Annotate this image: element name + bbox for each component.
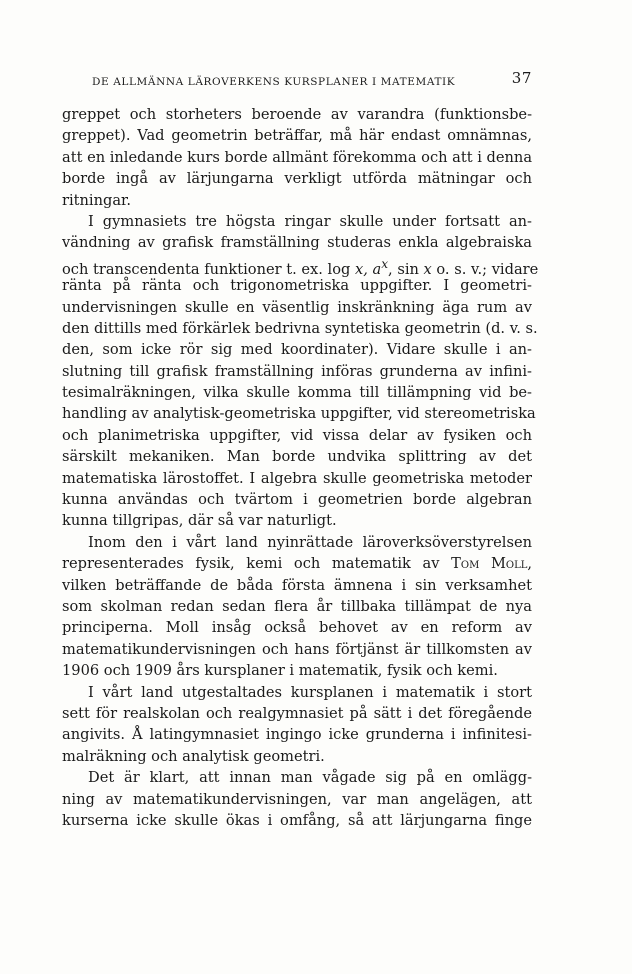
page-number: 37: [511, 69, 532, 87]
document-page: [62, 69, 539, 831]
text-line: principerna. Moll insåg också behovet av en reform av: [62, 619, 532, 637]
text-line: angivits. Å latingymnasiet ingingo icke grunderna i infinitesi-: [62, 726, 532, 744]
text-line: den dittills med förkärlek bedrivna syntetiska geometrin (d. v. s.: [62, 319, 538, 337]
text-line: och planimetriska uppgifter, vid vissa delar av fysiken och: [62, 426, 532, 444]
text-line: särskilt mekaniken. Man borde undvika splittring av det: [62, 448, 532, 466]
text-line: handling av analytisk-geometriska uppgifter, vid stereometriska: [62, 405, 536, 423]
text-line: som skolman redan sedan flera år tillbaka tillämpat de nya: [62, 597, 532, 615]
text-line: vändning av grafisk framställning studeras enkla algebraiska: [62, 234, 532, 252]
text-line: Inom den i vårt land nyinrättade läroverksöverstyrelsen: [88, 533, 532, 551]
text-fragment: och transcendenta funktioner t. ex.: [62, 260, 323, 278]
page-header: [62, 70, 532, 94]
math-variable: x,: [354, 260, 368, 278]
text-line: tesimalräkningen, vilka skulle komma till tillämpning vid be-: [62, 384, 532, 402]
text-line: I vårt land utgestaltades kursplanen i matematik i stort: [88, 683, 532, 701]
math-sin: , sin: [388, 260, 419, 278]
text-line: kunna tillgripas, där så var naturligt.: [62, 512, 337, 530]
running-title: DE ALLMÄNNA LÄROVERKENS KURSPLANER I MATEMATIK: [92, 76, 456, 88]
text-line: sett för realskolan och realgymnasiet på sätt i det föregående: [62, 704, 532, 722]
text-line: ränta på ränta och trigonometriska uppgifter. I geometri-: [62, 277, 532, 295]
math-exponent: x: [381, 256, 389, 271]
text-line: greppet och storheters beroende av varandra (funktionsbe-: [62, 106, 532, 123]
text-line: 1906 och 1909 års kursplaner i matematik, fysik och kemi.: [62, 662, 498, 680]
text-line: malräkning och analytisk geometri.: [62, 747, 325, 765]
text-line: att en inledande kurs borde allmänt förekomma och att i denna: [62, 148, 533, 166]
math-variable: x: [423, 260, 432, 278]
text-line: matematiska lärostoffet. I algebra skulle geometriska metoder: [62, 469, 532, 487]
text-line: undervisningen skulle en väsentlig inskränkning äga rum av: [62, 298, 532, 316]
math-base: a: [372, 260, 382, 278]
person-name: Tom Moll,: [451, 555, 533, 573]
math-log: log: [327, 260, 351, 278]
text-line: vilken beträffande de båda första ämnena i sin verksamhet: [62, 576, 532, 594]
text-fragment: representerades fysik, kemi och matematik av: [62, 555, 440, 573]
text-line: I gymnasiets tre högsta ringar skulle under fortsatt an-: [88, 212, 532, 230]
text-line: slutning till grafisk framställning införas grunderna av infini-: [62, 362, 532, 380]
text-line: ning av matematikundervisningen, var man angelägen, att: [62, 790, 532, 808]
text-line: kunna användas och tvärtom i geometrien borde algebran: [62, 491, 532, 509]
text-line: Det är klart, att innan man vågade sig på en omlägg-: [88, 769, 532, 787]
text-line: kurserna icke skulle ökas i omfång, så att lärjungarna finge: [62, 811, 532, 829]
text-fragment: o. s. v.; vidare: [436, 260, 539, 278]
body-text: [62, 104, 539, 831]
formula-line: [62, 254, 539, 278]
text-line: borde ingå av lärjungarna verkligt utförda mätningar och: [62, 170, 532, 188]
text-line: greppet). Vad geometrin beträffar, må här endast omnämnas,: [62, 127, 532, 145]
text-line: ritningar.: [62, 191, 132, 209]
name-line: [62, 553, 532, 574]
text-line: matematikundervisningen och hans förtjänst är tillkomsten av: [62, 640, 532, 658]
text-line: den, som icke rör sig med koordinater). Vidare skulle i an-: [62, 341, 532, 359]
